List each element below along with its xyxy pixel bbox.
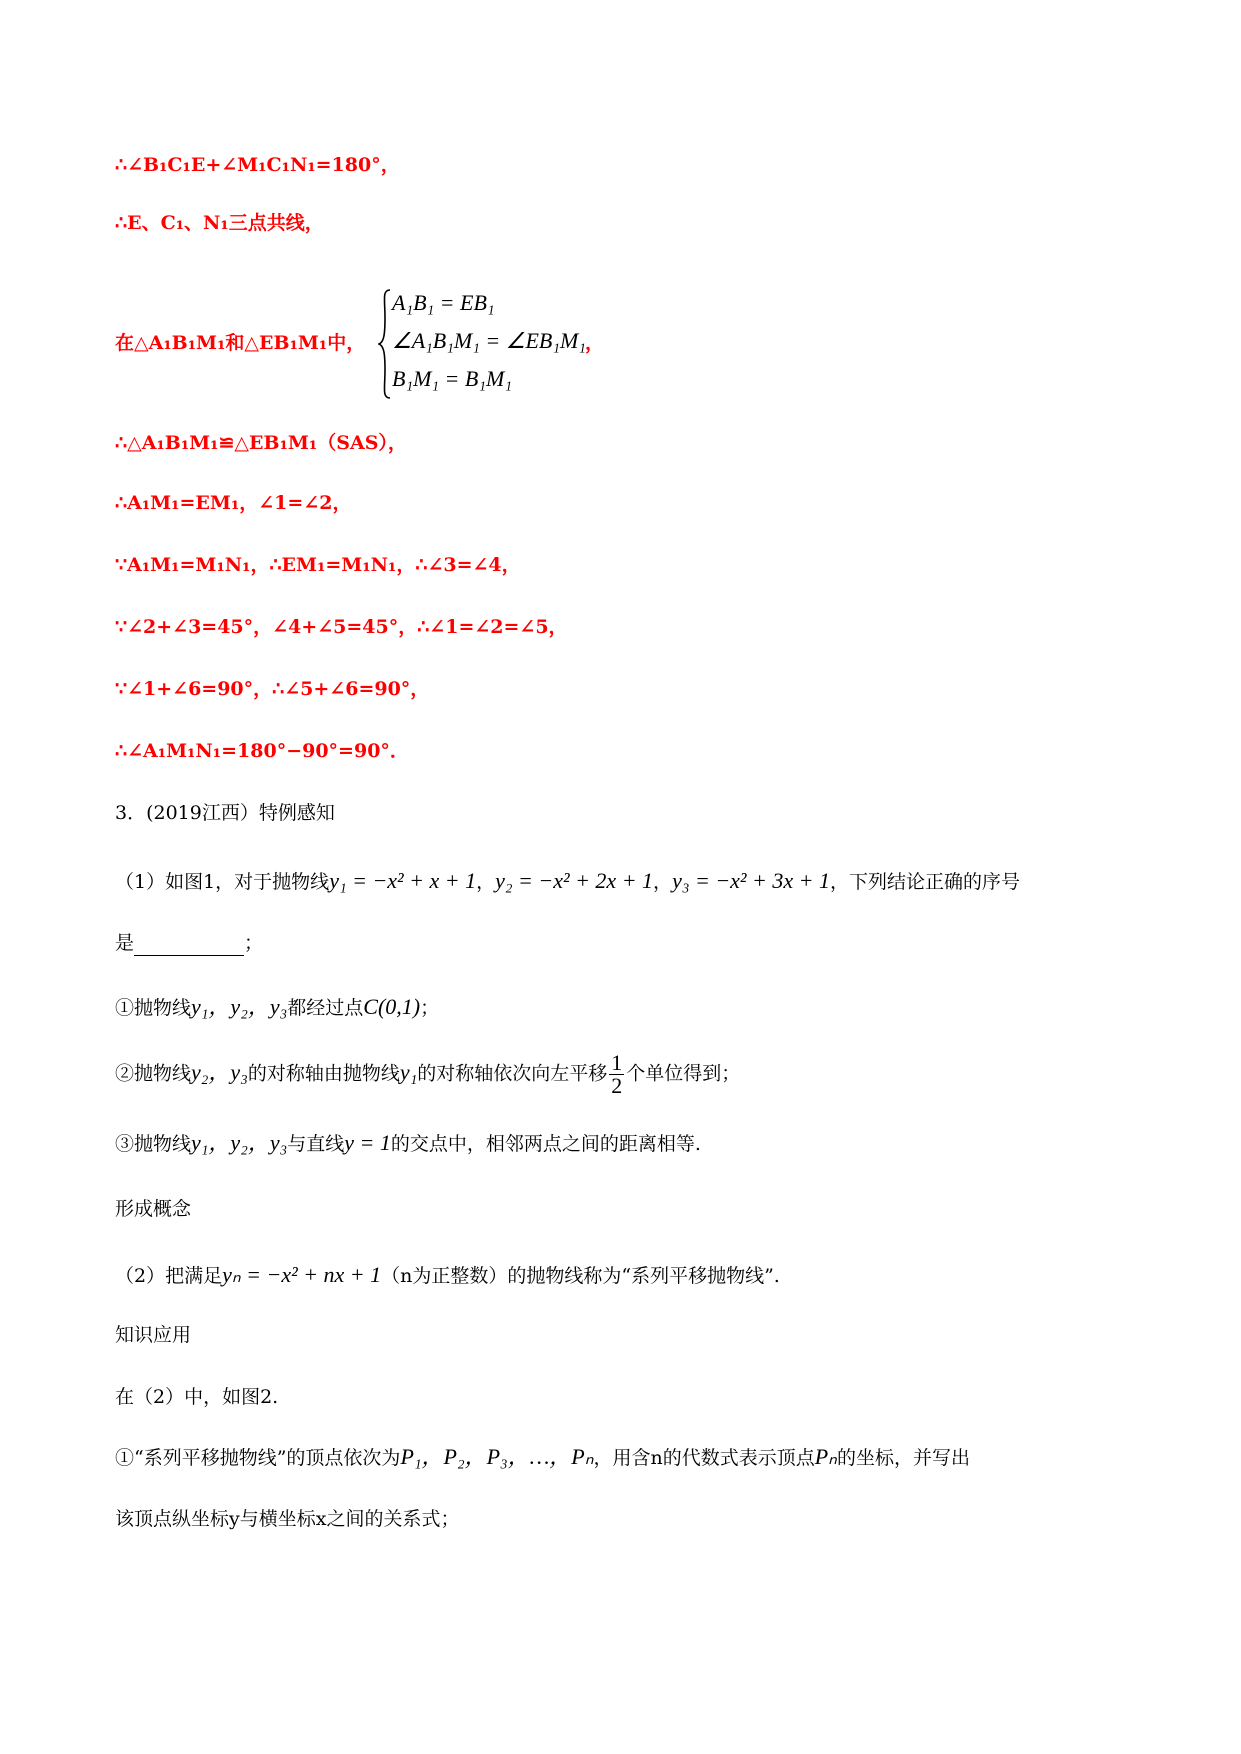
parabola-y2: y₂ = −x² + 2x + 1 [495, 868, 654, 893]
system-row-1: A₁B₁ = EB₁ [392, 290, 495, 315]
parabola-y3: y₃ = −x² + 3x + 1 [672, 868, 830, 893]
q1-text-b: ，用含n的代数式表示顶点 [593, 1447, 815, 1469]
question-1-line-1 [115, 1444, 970, 1471]
p2-text-a: （2）把满足 [115, 1265, 223, 1287]
parabola-y1: y₁ = −x² + x + 1 [329, 868, 477, 893]
solution-line-8: ∵∠1+∠6=90°，∴∠5+∠6=90°， [115, 678, 430, 700]
s3-text-a: ③抛物线 [115, 1133, 192, 1155]
system-row-2: ∠A₁B₁M₁ = ∠EB₁M₁ [392, 328, 586, 353]
system-row-3: B₁M₁ = B₁M₁ [392, 366, 512, 391]
s1-text-c: ； [420, 997, 440, 1019]
solution-line-9: ∴∠A₁M₁N₁=180°−90°=90°． [115, 740, 409, 762]
q1-text-c: 的坐标，并写出 [836, 1447, 970, 1469]
part1-shi: 是 [115, 932, 135, 954]
solution-line-5: ∴A₁M₁=EM₁，∠1=∠2， [115, 492, 352, 514]
q1-pn: Pₙ [814, 1444, 837, 1469]
s1-point: C(0,1) [363, 994, 421, 1019]
q1-text-a: ①“系列平移抛物线”的顶点依次为 [115, 1447, 401, 1469]
answer-blank[interactable] [134, 935, 244, 956]
s2-text-d: 个单位得到； [626, 1062, 741, 1085]
s3-vars: y₁，y₂，y₃ [191, 1130, 288, 1155]
left-brace-icon [378, 288, 392, 400]
equation-system [378, 288, 586, 400]
statement-3 [115, 1130, 701, 1157]
part1-end: ； [244, 932, 264, 954]
s2-var: y₁ [399, 1059, 418, 1085]
solution-line-1: ∴∠B₁C₁E+∠M₁C₁N₁=180°， [115, 154, 400, 176]
solution-line-7: ∵∠2+∠3=45°，∠4+∠5=45°，∴∠1=∠2=∠5， [115, 616, 568, 638]
part3-intro: 在（2）中，如图2. [115, 1386, 279, 1408]
s1-text-a: ①抛物线 [115, 997, 192, 1019]
question-1-line-2: 该顶点纵坐标y与横坐标x之间的关系式； [115, 1508, 460, 1530]
statement-2 [115, 1052, 740, 1097]
statement-1 [115, 994, 439, 1021]
problem-header: 3．(2019江西）特例感知 [115, 802, 335, 824]
part1-answer-line [115, 930, 263, 956]
part1-intro: （1）如图1，对于抛物线 [115, 871, 330, 893]
p2-text-b: （n为正整数）的抛物线称为“系列平移抛物线”. [381, 1265, 780, 1287]
section-forming-concept: 形成概念 [115, 1198, 192, 1220]
s3-text-b: 与直线 [287, 1133, 345, 1155]
part1-line: （1）如图1，对于抛物线y₁ = −x² + x + 1，y₂ = −x² + 2x + 1，y₃ = −x² + 3x + 1，下列结论正确的序号 [115, 868, 1020, 893]
s2-text-c: 的对称轴依次向左平移 [417, 1062, 608, 1085]
s2-text-a: ②抛物线 [115, 1062, 192, 1085]
solution-line-6: ∵A₁M₁=M₁N₁，∴EM₁=M₁N₁，∴∠3=∠4， [115, 554, 521, 576]
section-knowledge-application: 知识应用 [115, 1324, 192, 1346]
solution-line-4: ∴△A₁B₁M₁≌△EB₁M₁（SAS）， [115, 432, 407, 454]
q1-points: P₁，P₂，P₃，…，Pₙ [400, 1444, 594, 1469]
s2-text-b: 的对称轴由抛物线 [247, 1062, 400, 1085]
fraction-one-half [609, 1052, 624, 1097]
system-suffix: ， [585, 332, 605, 354]
s3-text-c: 的交点中，相邻两点之间的距离相等. [390, 1133, 701, 1155]
solution-line-2: ∴E、C₁、N₁三点共线， [115, 212, 324, 234]
part1-tail: ，下列结论正确的序号 [829, 871, 1020, 893]
p2-eq: yₙ = −x² + nx + 1 [222, 1262, 382, 1287]
s2-vars: y₂，y₃ [191, 1059, 248, 1085]
s3-line-eq: y = 1 [344, 1130, 391, 1155]
fraction-denominator: 2 [611, 1073, 623, 1098]
solution-line-3: 在△A₁B₁M₁和△EB₁M₁中， [115, 332, 366, 354]
s1-vars: y₁，y₂，y₃ [191, 994, 288, 1019]
part2-line [115, 1262, 780, 1289]
s1-text-b: 都经过点 [287, 997, 364, 1019]
fraction-numerator: 1 [611, 1050, 623, 1075]
